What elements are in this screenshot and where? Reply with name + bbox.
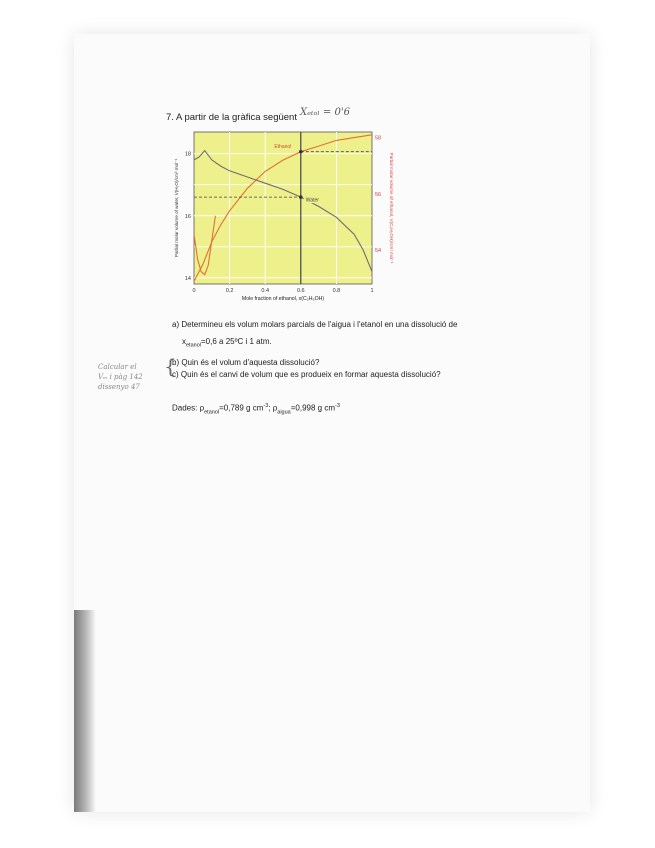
- side-note-line3: dissenyo 47: [98, 383, 140, 391]
- y-right-tick-label: 56: [375, 191, 382, 198]
- side-note-line1: Calcular el: [98, 363, 137, 371]
- handwritten-side-note: [98, 362, 143, 392]
- ethanol-reading-point: [299, 150, 303, 154]
- question-b: b) Quin és el volum d'aquesta dissolució?: [172, 358, 320, 367]
- y-left-tick-label: 16: [184, 213, 191, 220]
- dades-val2: =0,998 g cm: [290, 403, 335, 413]
- side-note-line2: Vₘ i pàg 142: [98, 373, 143, 381]
- given-data: [172, 403, 340, 415]
- page-shadow: [74, 610, 96, 812]
- y-left-axis-label: Partial molar volume of water, V(H₂O)/cm³ mol⁻¹: [174, 158, 179, 258]
- x-tick-label: 0.6: [296, 288, 305, 294]
- dades-label: Dades: ρ: [172, 403, 205, 413]
- x-tick-label: 0.8: [332, 288, 341, 294]
- ethanol-label: Ethanol: [274, 144, 292, 151]
- dades-exp1: -3: [263, 403, 269, 409]
- y-left-tick-label: 14: [184, 275, 191, 282]
- question-c: c) Quin és el canvi de volum que es produeix en formar aquesta dissolució?: [172, 370, 441, 379]
- dades-exp2: -3: [334, 403, 340, 409]
- dades-val1: =0,789 g cm: [219, 403, 264, 413]
- dades-sep: ; ρ: [268, 403, 278, 413]
- x-tick-label: 0.2: [225, 288, 234, 294]
- x-tick-label: 0: [192, 288, 196, 294]
- question-a-line2: [182, 337, 272, 349]
- x-axis-label: Mole fraction of ethanol, x(C₂H₅OH): [241, 296, 325, 302]
- x-tick-label: 0.4: [261, 288, 270, 294]
- x-tick-label: 1: [370, 288, 374, 294]
- water-reading-point: [299, 195, 303, 199]
- partial-molar-volume-chart: [170, 128, 400, 313]
- dades-sub2: aigua: [277, 409, 291, 416]
- y-left-tick-label: 18: [184, 151, 191, 158]
- y-right-axis-label: Partial molar volume of ethanol, V(C₂H₅OH)/cm³ mol⁻¹: [389, 152, 394, 264]
- plot-area: [194, 132, 372, 284]
- water-label: Water: [305, 197, 319, 204]
- var-x-sub: etanol: [186, 342, 201, 349]
- condition-text: =0,6 a 25ºC i 1 atm.: [201, 337, 272, 346]
- dades-sub1: etanol: [204, 409, 220, 416]
- handwritten-annotation: Xₑₜₒₗ = 0'6: [300, 107, 350, 118]
- question-a: a) Determineu els volum molars parcials de l'aigua i l'etanol en una dissolució de: [172, 320, 458, 329]
- y-right-tick-label: 54: [375, 248, 382, 255]
- var-x: x: [182, 337, 186, 346]
- y-right-tick-label: 58: [375, 135, 382, 142]
- handwritten-brace: {: [164, 354, 177, 378]
- question-title: 7. A partir de la gràfica següent: [166, 112, 297, 123]
